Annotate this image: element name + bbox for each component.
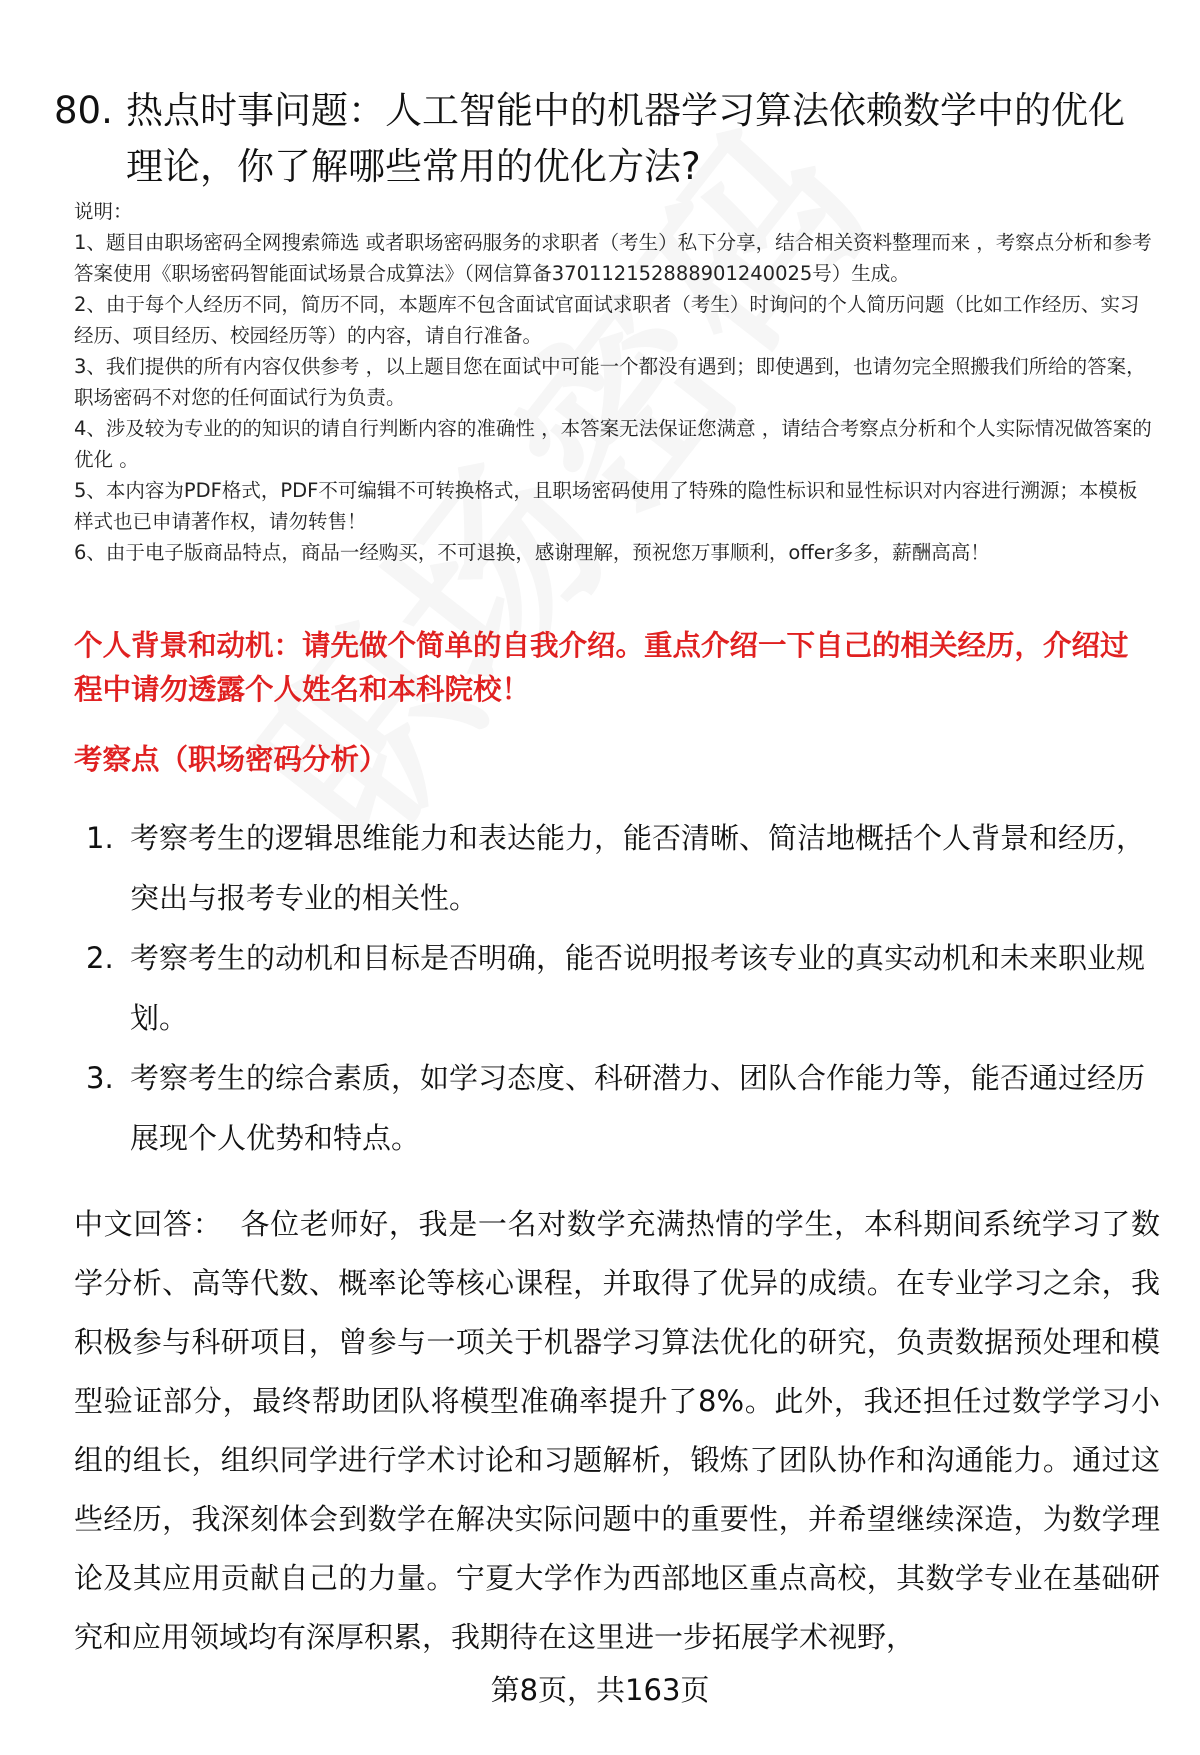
page-number: 第8页，共163页 — [490, 1673, 710, 1707]
answer-paragraph — [74, 1195, 1160, 1667]
note-item: 5、本内容为PDF格式，PDF不可编辑不可转换格式，且职场密码使用了特殊的隐性标识和显性标识对内容进行溯源；本模板样式也已申请著作权，请勿转售！ — [74, 479, 1138, 533]
note-item: 6、由于电子版商品特点，商品一经购买，不可退换，感谢理解，预祝您万事顺利，offer多多，薪酬高高！ — [74, 541, 990, 564]
note-item: 1、题目由职场密码全网搜索筛选 或者职场密码服务的求职者（考生）私下分享，结合相关资料整理而来 ，考察点分析和参考答案使用《职场密码智能面试场景合成算法》（网信算备370112152888901240025号）生成。 — [74, 231, 1152, 285]
list-item-text: 考察考生的动机和目标是否明确，能否说明报考该专业的真实动机和未来职业规划。 — [130, 941, 1146, 1035]
list-item — [86, 928, 1156, 1048]
question-title — [54, 83, 1144, 195]
list-item — [86, 808, 1156, 928]
question-text: 热点时事问题：人工智能中的机器学习算法依赖数学中的优化理论，你了解哪些常用的优化方法? — [126, 88, 1125, 188]
list-item-number: 3. — [86, 1061, 114, 1095]
note-item: 4、涉及较为专业的的知识的请自行判断内容的准确性 ，本答案无法保证您满意 ，请结合考察点分析和个人实际情况做答案的优化 。 — [74, 417, 1152, 471]
list-item-text: 考察考生的综合素质，如学习态度、科研潜力、团队合作能力等，能否通过经历展现个人优势和特点。 — [130, 1061, 1146, 1155]
list-item-text: 考察考生的逻辑思维能力和表达能力，能否清晰、简洁地概括个人背景和经历，突出与报考专业的相关性。 — [130, 821, 1146, 915]
list-item-number: 2. — [86, 941, 114, 975]
analysis-points-list — [86, 808, 1156, 1168]
answer-text: 各位老师好，我是一名对数学充满热情的学生，本科期间系统学习了数学分析、高等代数、概率论等核心课程，并取得了优异的成绩。在专业学习之余，我积极参与科研项目，曾参与一项关于机器学习算法优化的研究，负责数据预处理和模型验证部分，最终帮助团队将模型准确率提升了8%。此外，我还担任过数学学习小组的组长，组织同学进行学术讨论和习题解析，锻炼了团队协作和沟通能力。通过这些经历，我深刻体会到数学在解决实际问题中的重要性，并希望继续深造，为数学理论及其应用贡献自己的力量。宁夏大学作为西部地区重点高校，其数学专业在基础研究和应用领域均有深厚积累，我期待在这里进一步拓展学术视野， — [74, 1207, 1160, 1654]
section-heading: 个人背景和动机：请先做个简单的自我介绍。重点介绍一下自己的相关经历，介绍过程中请勿透露个人姓名和本科院校！ — [74, 629, 1129, 706]
analysis-title: 考察点（职场密码分析） — [74, 743, 388, 776]
list-item — [86, 1048, 1156, 1168]
note-item: 3、我们提供的所有内容仅供参考 ，以上题目您在面试中可能一个都没有遇到；即使遇到，也请勿完全照搬我们所给的答案，职场密码不对您的任何面试行为负责。 — [74, 355, 1146, 409]
notes-block — [74, 196, 1154, 568]
notes-heading: 说明： — [74, 200, 133, 223]
answer-label: 中文回答： — [74, 1207, 223, 1241]
note-item: 2、由于每个人经历不同，简历不同，本题库不包含面试官面试求职者（考生）时询问的个人简历问题（比如工作经历、实习经历、项目经历、校园经历等）的内容，请自行准备。 — [74, 293, 1140, 347]
list-item-number: 1. — [86, 821, 114, 855]
question-number: 80. — [54, 88, 113, 132]
